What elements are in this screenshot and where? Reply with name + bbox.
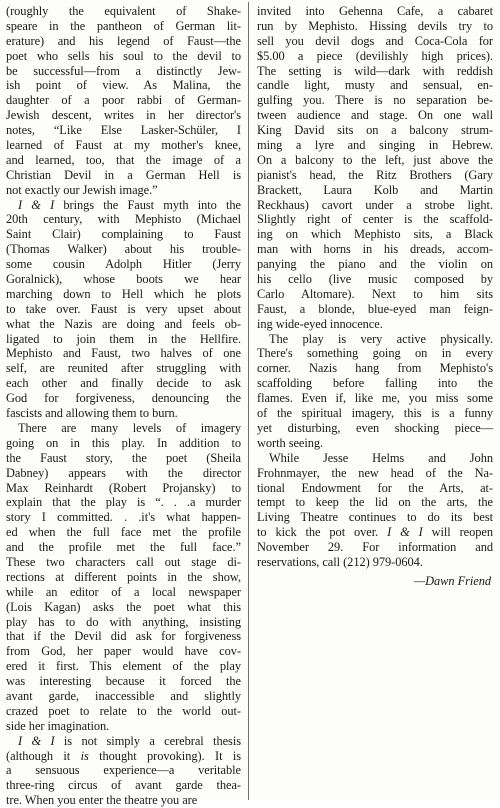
article-text-line: his cello (live music composed by [257, 272, 493, 287]
article-text-line: the Faust story, the poet (Sheila [6, 450, 241, 465]
article-text-line: $5.00 a piece (devilishly high prices). [257, 48, 493, 63]
article-text-line: On a balcony to the left, just above the [257, 152, 493, 167]
article-text-line: of the spiritual imagery, this is a funny [257, 406, 493, 421]
article-text-line: ing wide-eyed innocence. [257, 316, 383, 331]
article-text-line: three-ring circus of avant garde thea- [6, 778, 241, 793]
article-text-line: Mephisto and Faust, two halves of one [6, 346, 241, 361]
article-text-line: Frohnmayer, the new head of the Na- [257, 465, 493, 480]
article-text-line: Faust, a blonde, blue-eyed man feign- [257, 301, 493, 316]
article-text-line: Brackett, Laura Kolb and Martin [257, 182, 493, 197]
article-text-line: crazed poet to relate to the world out- [6, 703, 241, 718]
article-text-line: rections at different points in the show, [6, 569, 241, 584]
article-text-line: sell you devil dogs and Coca-Cola for [257, 33, 493, 48]
article-text-line: what the Nazis are doing and feels ob- [6, 316, 241, 331]
article-text-line: that if the Devil did ask for forgiveness [6, 629, 241, 644]
article-text-line: I & I brings the Faust myth into the [18, 197, 241, 212]
article-text-line: reservations, call (212) 979-0604. [257, 554, 423, 569]
article-text-line: flames. Even if, like me, you miss some [257, 391, 493, 406]
article-text-line: November 29. For information and [257, 540, 493, 555]
article-text-line: explain that the play is “. . .a murder [6, 495, 241, 510]
author-signature: —Dawn Friend [414, 573, 491, 588]
article-text-line: Christian Devil in a German Hell is [6, 167, 241, 182]
article-text-line: ligated to join them in the Hellfire. [6, 331, 241, 346]
left-column [6, 4, 241, 808]
article-text-line: ing on which Mephisto sits, a Black [257, 227, 493, 242]
article-text-line: learned of Faust at my mother's knee, [6, 138, 241, 153]
article-text-line: yet disturbing, even shocking piece— [257, 420, 493, 435]
article-text-line: self, are reunited after struggling with [6, 361, 241, 376]
article-text-line: ming a lyre and singing in Hebrew. [257, 138, 493, 153]
article-text-line: side her imagination. [6, 718, 110, 733]
article-text-line: each other and finally decide to ask [6, 376, 241, 391]
article-text-line: notes, “Like Else Lasker-Schüler, I [6, 123, 241, 138]
article-text-line: There's something going on in every [257, 346, 493, 361]
article-text-line: tempt to keep the lid on the arts, the [257, 495, 493, 510]
article-text-line: invited into Gehenna Cafe, a cabaret [257, 4, 493, 18]
article-text-line: corner. Nazis hang from Mephisto's [257, 361, 493, 376]
article-text-line: daughter of a poor rabbi of German- [6, 93, 241, 108]
article-text-line: man with horns in his dreads, accom- [257, 242, 493, 257]
article-text-line: from God, her paper would have cov- [6, 644, 241, 659]
article-text-line: King David sits on a balcony strum- [257, 123, 493, 138]
article-text-line: Jewish descent, writes in her director's [6, 108, 241, 123]
article-text-line: God for forgiveness, denouncing the [6, 391, 241, 406]
article-text-line: Living Theatre continues to do its best [257, 510, 493, 525]
article-text-line: to kick the pot over. I & I will reopen [257, 525, 493, 540]
article-text-line: not exactly our Jewish image.” [6, 182, 158, 197]
article-text-line: run by Mephisto. Hissing devils try to [257, 18, 493, 33]
article-text-line: tre. When you enter the theatre you are [6, 793, 198, 808]
column-divider [248, 2, 249, 800]
article-text-line: (Thomas Walker) about his trouble- [6, 242, 241, 257]
article-text-line: ered it first. This element of the play [6, 659, 241, 674]
article-text-line: panying the piano and the violin on [257, 257, 493, 272]
article-text-line: story I committed. . .it's what happen- [6, 510, 241, 525]
article-text-line: gulfing you. There is no separation be- [257, 93, 493, 108]
article-text-line: avant garde, inaccessible and slightly [6, 688, 241, 703]
article-text-line: some cousin Adolph Hitler (Jerry [6, 257, 241, 272]
article-text-line: (although it is thought provoking). It is [6, 748, 241, 763]
article-text-line: be successful—from a distinctly Jew- [6, 63, 241, 78]
article-text-line: and the profile met the full face.” [6, 540, 241, 555]
article-text-line: going on in this play. In addition to [6, 435, 241, 450]
article-text-line: 20th century, with Mephisto (Michael [6, 212, 241, 227]
article-text-line: ish point of view. As Malina, the [6, 78, 241, 93]
article-text-line: Dabney) appears with the director [6, 465, 241, 480]
article-text-line: was interesting because it forced the [6, 674, 241, 689]
article-text-line: marching down to Hell which he plots [6, 286, 241, 301]
article-text-line: While Jesse Helms and John [269, 450, 493, 465]
article-text-line: Carlo Altomare). Next to him sits [257, 286, 493, 301]
article-text-line: Goralnick), whose boots we hear [6, 272, 241, 287]
article-text-line: Slightly right of center is the scaffold- [257, 212, 493, 227]
article-text-line: and learned, too, that the image of a [6, 152, 241, 167]
article-text-line: a sensuous experience—a veritable [6, 763, 241, 778]
article-text-line: play has to do with anything, insisting [6, 614, 241, 629]
article-text-line: worth seeing. [257, 435, 324, 450]
article-text-line: tional Endowment for the Arts, at- [257, 480, 493, 495]
article-text-line: candle light, musty and sensual, en- [257, 78, 493, 93]
article-text-line: Saint Clair) complaining to Faust [6, 227, 241, 242]
right-column [257, 4, 493, 589]
article-text-line: I & I is not simply a cerebral thesis [18, 733, 241, 748]
article-text-line: These two characters call out stage di- [6, 554, 241, 569]
article-text-line: pianist's head, the Ritz Brothers (Gary [257, 167, 493, 182]
article-text-line: while an editor of a local newspaper [6, 584, 241, 599]
article-text-line: There are many levels of imagery [18, 420, 241, 435]
article-text-line: (roughly the equivalent of Shake- [6, 4, 241, 18]
article-text-line: (Lois Kagan) asks the poet what this [6, 599, 241, 614]
article-text-line: scaffolding before falling into the [257, 376, 493, 391]
article-text-line: tween audience and stage. On one wall [257, 108, 493, 123]
article-text-line: to take over. Faust is very upset about [6, 301, 241, 316]
article-text-line: Reckhaus) cavort under a strobe light. [257, 197, 493, 212]
article-text-line: The play is very active physically. [269, 331, 493, 346]
article-text-line: speare in the pantheon of German lit- [6, 18, 241, 33]
article-text-line: ed when the full face met the profile [6, 525, 241, 540]
article-text-line: Max Reinhardt (Robert Projansky) to [6, 480, 241, 495]
article-text-line: fascists and allowing them to burn. [6, 406, 178, 421]
article-text-line: The setting is wild—dark with reddish [257, 63, 493, 78]
article-text-line: poet who sells his soul to the devil to [6, 48, 241, 63]
article-text-line: erature) and his legend of Faust—the [6, 33, 241, 48]
